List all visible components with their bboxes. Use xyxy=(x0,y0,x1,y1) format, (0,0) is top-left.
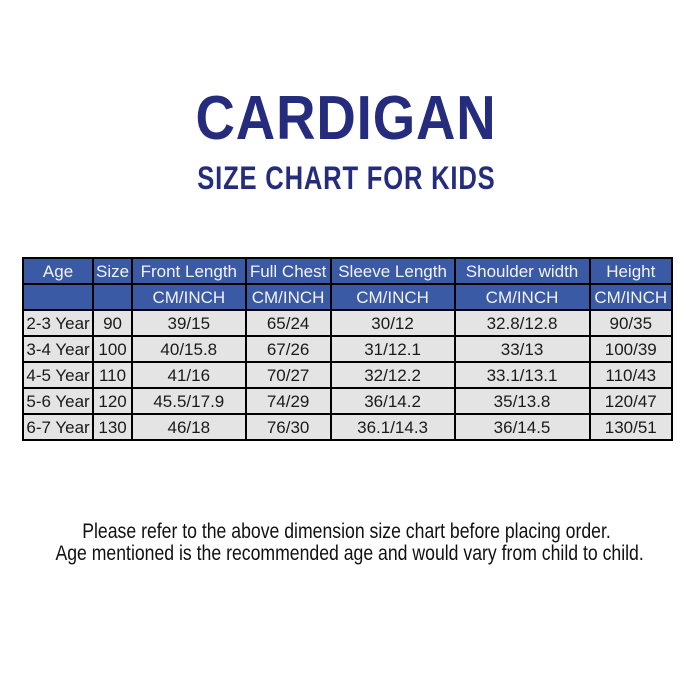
table-cell: 41/16 xyxy=(132,362,246,388)
table-cell: 32/12.2 xyxy=(331,362,455,388)
table-cell: 36/14.5 xyxy=(455,414,590,440)
table-cell: 45.5/17.9 xyxy=(132,388,246,414)
table-cell: 46/18 xyxy=(132,414,246,440)
unit-cell: CM/INCH xyxy=(132,284,246,310)
unit-cell xyxy=(23,284,93,310)
table-row xyxy=(23,388,672,414)
table-cell: 100 xyxy=(93,336,132,362)
col-header-height: Height xyxy=(590,258,672,284)
footer-note-line2: Age mentioned is the recommended age and would vary from child to child. xyxy=(55,542,644,565)
unit-cell: CM/INCH xyxy=(590,284,672,310)
table-cell: 110/43 xyxy=(590,362,672,388)
col-header-full-chest: Full Chest xyxy=(246,258,331,284)
size-chart-table xyxy=(22,257,673,441)
table-cell: 36/14.2 xyxy=(331,388,455,414)
table-row xyxy=(23,414,672,440)
table-cell: 31/12.1 xyxy=(331,336,455,362)
table-cell: 2-3 Year xyxy=(23,310,93,336)
col-header-age: Age xyxy=(23,258,93,284)
table-cell: 3-4 Year xyxy=(23,336,93,362)
table-cell: 65/24 xyxy=(246,310,331,336)
table-cell: 120/47 xyxy=(590,388,672,414)
page-subtitle-wrap xyxy=(0,162,693,194)
unit-cell xyxy=(93,284,132,310)
table-cell: 33/13 xyxy=(455,336,590,362)
table-cell: 110 xyxy=(93,362,132,388)
table-cell: 35/13.8 xyxy=(455,388,590,414)
unit-cell: CM/INCH xyxy=(331,284,455,310)
table-cell: 40/15.8 xyxy=(132,336,246,362)
footer-note xyxy=(0,521,693,565)
table-cell: 76/30 xyxy=(246,414,331,440)
unit-cell: CM/INCH xyxy=(455,284,590,310)
table-cell: 32.8/12.8 xyxy=(455,310,590,336)
table-cell: 39/15 xyxy=(132,310,246,336)
page-subtitle: SIZE CHART FOR KIDS xyxy=(197,160,496,196)
table-row xyxy=(23,336,672,362)
table-cell: 5-6 Year xyxy=(23,388,93,414)
page-title: CARDIGAN xyxy=(195,84,498,153)
table-row xyxy=(23,362,672,388)
table-cell: 36.1/14.3 xyxy=(331,414,455,440)
table-cell: 130 xyxy=(93,414,132,440)
table-unit-row xyxy=(23,284,672,310)
col-header-front-length: Front Length xyxy=(132,258,246,284)
col-header-shoulder-width: Shoulder width xyxy=(455,258,590,284)
table-cell: 6-7 Year xyxy=(23,414,93,440)
table-cell: 90/35 xyxy=(590,310,672,336)
table-cell: 130/51 xyxy=(590,414,672,440)
table-cell: 67/26 xyxy=(246,336,331,362)
col-header-sleeve-length: Sleeve Length xyxy=(331,258,455,284)
table-header-row xyxy=(23,258,672,284)
table-cell: 70/27 xyxy=(246,362,331,388)
table-cell: 30/12 xyxy=(331,310,455,336)
table-cell: 90 xyxy=(93,310,132,336)
table-cell: 100/39 xyxy=(590,336,672,362)
page-title-wrap xyxy=(0,84,693,153)
footer-note-line1: Please refer to the above dimension size chart before placing order. xyxy=(82,520,611,543)
table-cell: 33.1/13.1 xyxy=(455,362,590,388)
table-row xyxy=(23,310,672,336)
table-cell: 74/29 xyxy=(246,388,331,414)
col-header-size: Size xyxy=(93,258,132,284)
unit-cell: CM/INCH xyxy=(246,284,331,310)
table-cell: 4-5 Year xyxy=(23,362,93,388)
table-cell: 120 xyxy=(93,388,132,414)
